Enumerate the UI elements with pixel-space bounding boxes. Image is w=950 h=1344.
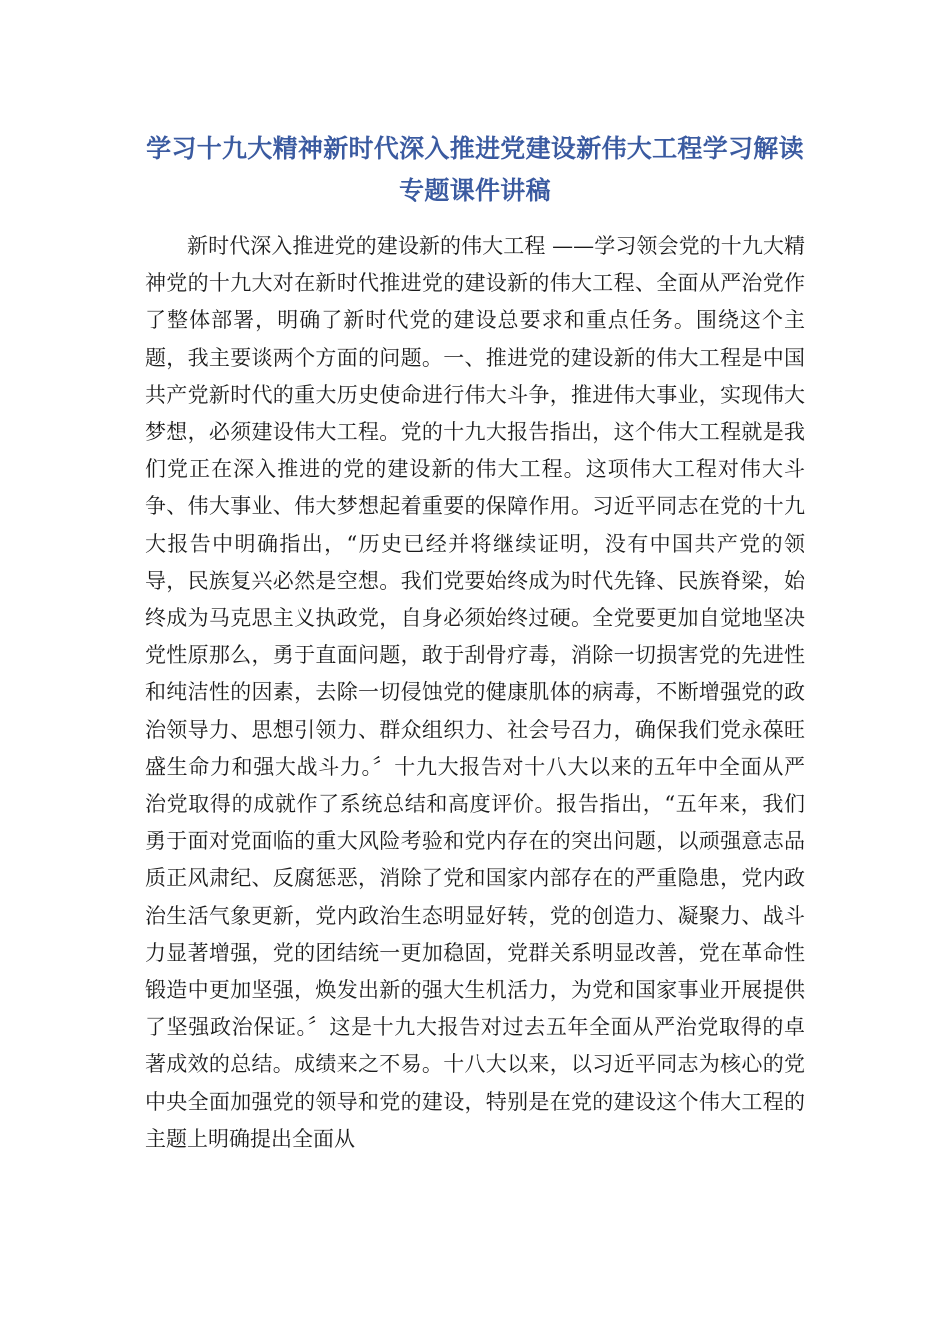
document-body: 新时代深入推进党的建设新的伟大工程 ——学习领会党的十九大精神党的十九大对在新时代推进党的建设新的伟大工程、全面从严治党作了整体部署，明确了新时代党的建设总要求和重点任务。围绕这个主题，我主要谈两个方面的问题。一、推进党的建设新的伟大工程是中国共产党新时代的重大历史使命进行伟大斗争，推进伟大事业，实现伟大梦想，必须建设伟大工程。党的十九大报告指出，这个伟大工程就是我们党正在深入推进的党的建设新的伟大工程。这项伟大工程对伟大斗争、伟大事业、伟大梦想起着重要的保障作用。习近平同志在党的十九大报告中明确指出，“历史已经并将继续证明，没有中国共产党的领导，民族复兴必然是空想。我们党要始终成为时代先锋、民族脊梁，始终成为马克思主义执政党，自身必须始终过硬。全党要更加自觉地坚决党性原那么，勇于直面问题，敢于刮骨疗毒，消除一切损害党的先进性和纯洁性的因素，去除一切侵蚀党的健康肌体的病毒，不断增强党的政治领导力、思想引领力、群众组织力、社会号召力，确保我们党永葆旺盛生命力和强大战斗力。〞十九大报告对十八大以来的五年中全面从严治党取得的成就作了系统总结和高度评价。报告指出，“五年来，我们勇于面对党面临的重大风险考验和党内存在的突出问题，以顽强意志品质正风肃纪、反腐惩恶，消除了党和国家内部存在的严重隐患，党内政治生活气象更新，党内政治生态明显好转，党的创造力、凝聚力、战斗力显著增强，党的团结统一更加稳固，党群关系明显改善，党在革命性锻造中更加坚强，焕发出新的强大生机活力，为党和国家事业开展提供了坚强政治保证。〞这是十九大报告对过去五年全面从严治党取得的卓著成效的总结。成绩来之不易。十八大以来，以习近平同志为核心的党中央全面加强党的领导和党的建设，特别是在党的建设这个伟大工程的主题上明确提出全面从 xyxy=(145,234,805,1151)
document-title: 学习十九大精神新时代深入推进党建设新伟大工程学习解读专题课件讲稿 xyxy=(146,134,804,205)
